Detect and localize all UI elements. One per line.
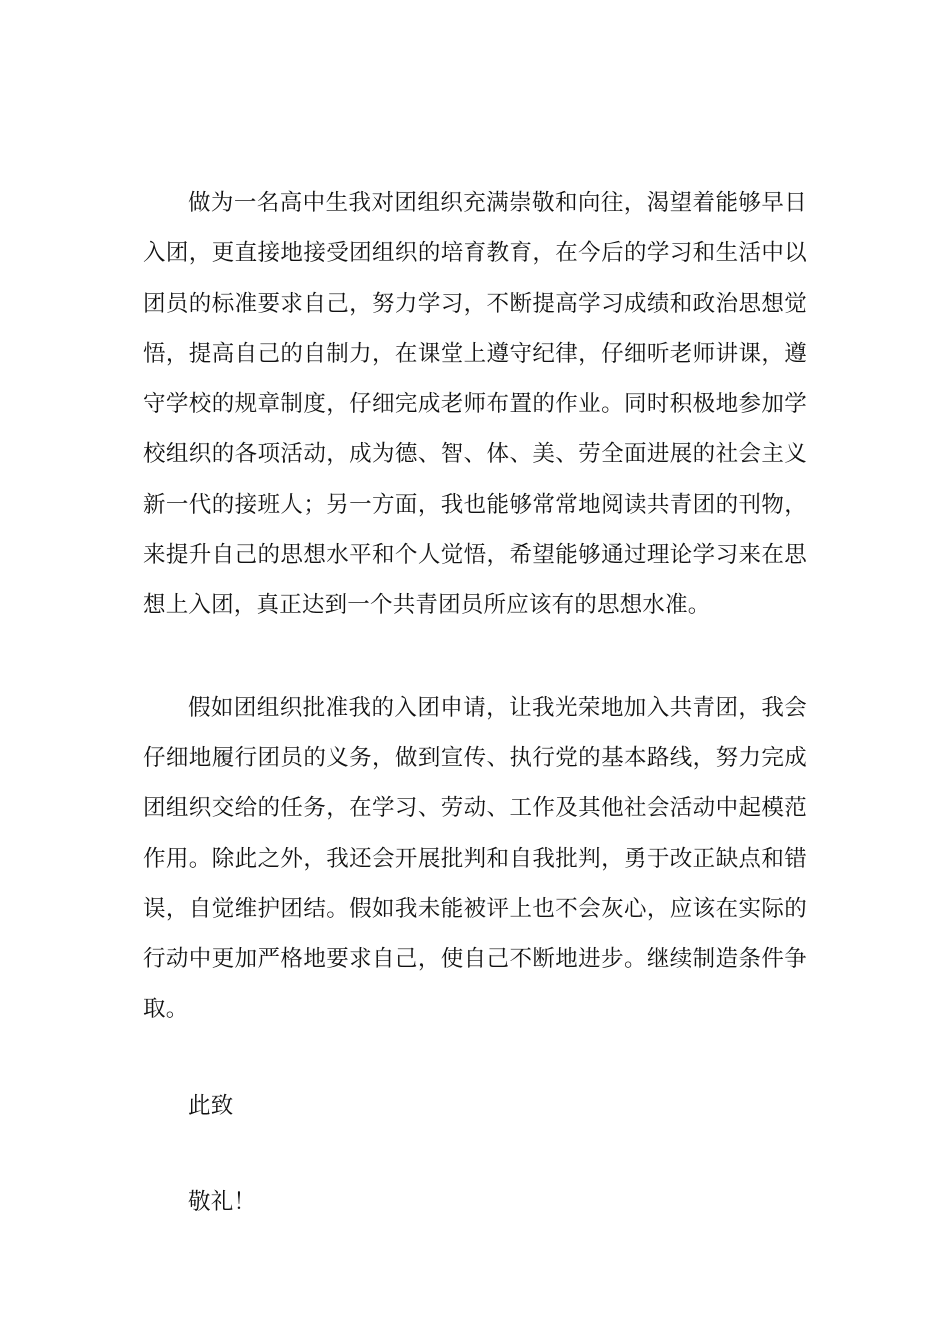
letter-body [143,178,807,1227]
closing-regards: 敬礼！ [188,1188,257,1215]
paragraph-aspiration: 做为一名高中生我对团组织充满崇敬和向往，渴望着能够早日入团，更直接地接受团组织的培育教育，在今后的学习和生活中以团员的标准要求自己，努力学习，不断提高学习成绩和政治思想觉悟，提高自己的自制力，在课堂上遵守纪律，仔细听老师讲课，遵守学校的规章制度，仔细完成老师布置的作业。同时积极地参加学校组织的各项活动，成为德、智、体、美、劳全面进展的社会主义新一代的接班人；另一方面，我也能够常常地阅读共青团的刊物，来提升自己的思想水平和个人觉悟，希望能够通过理论学习来在思想上入团，真正达到一个共青团员所应该有的思想水准。 [143,190,807,619]
closing-salutation: 此致 [188,1092,234,1119]
paragraph-commitment: 假如团组织批准我的入团申请，让我光荣地加入共青团，我会仔细地履行团员的义务，做到宣传、执行党的基本路线，努力完成团组织交给的任务，在学习、劳动、工作及其他社会活动中起模范作用。除此之外，我还会开展批判和自我批判，勇于改正缺点和错误，自觉维护团结。假如我未能被评上也不会灰心，应该在实际的行动中更加严格地要求自己，使自己不断地进步。继续制造条件争取。 [143,694,807,1023]
